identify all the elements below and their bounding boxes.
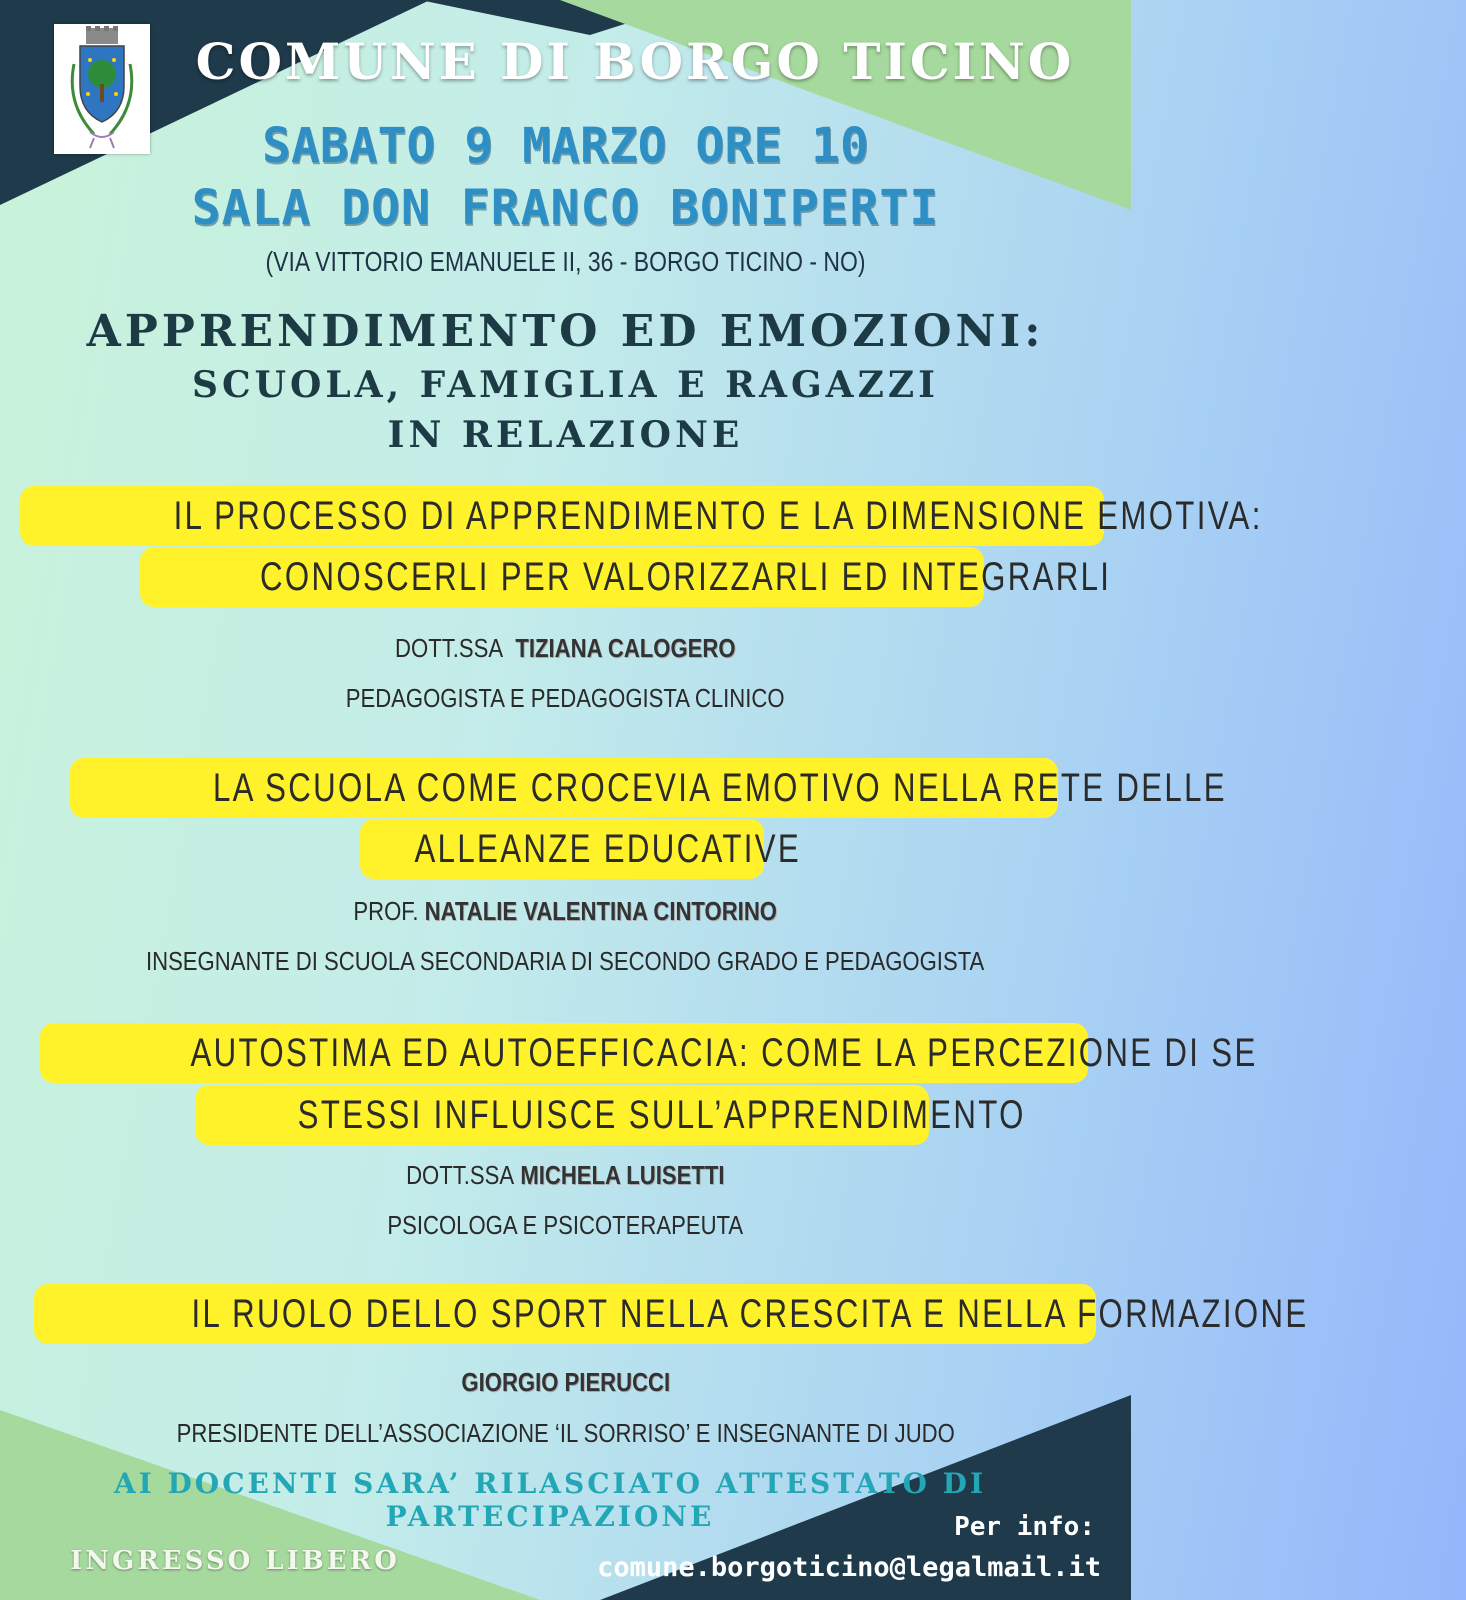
talk-3-title-line-1: AUTOSTIMA ED AUTOEFFICACIA: COME LA PERCEZIONE DI SE <box>40 1023 1088 1083</box>
talk-1-speaker-prefix: DOTT.SSA <box>395 633 504 663</box>
certificate-note-line-1: AI DOCENTI SARA’ RILASCIATO ATTESTATO DI <box>113 1467 987 1500</box>
talk-2-speaker-role: INSEGNANTE DI SCUOLA SECONDARIA DI SECONDO GRADO E PEDAGOGISTA <box>146 946 985 976</box>
talk-2-title-line-1: LA SCUOLA COME CROCEVIA EMOTIVO NELLA RETE DELLE <box>70 758 1058 818</box>
talk-1-speaker-name: TIZIANA CALOGERO <box>515 633 736 663</box>
talk-2-speaker-prefix: PROF. <box>353 896 419 926</box>
talk-3-speaker <box>0 1160 1131 1191</box>
talk-3-title-line-2: STESSI INFLUISCE SULL’APPRENDIMENTO <box>195 1085 929 1145</box>
certificate-note-line-2: PARTECIPAZIONE <box>385 1500 715 1533</box>
info-label: Per info: <box>954 1512 1095 1542</box>
event-title-line-1: APPRENDIMENTO ED EMOZIONI: <box>86 306 1045 357</box>
event-venue: SALA DON FRANCO BONIPERTI <box>191 180 940 236</box>
talk-3-speaker-prefix: DOTT.SSA <box>406 1160 515 1190</box>
event-title-line-2: SCUOLA, FAMIGLIA E RAGAZZI <box>191 364 940 406</box>
event-title-line-3: IN RELAZIONE <box>387 414 744 456</box>
crest-crown <box>86 26 118 44</box>
venue-address: (VIA VITTORIO EMANUELE II, 36 - BORGO TICINO - NO) <box>265 246 866 277</box>
talk-2-speaker <box>0 896 1131 927</box>
free-entry-label: INGRESSO LIBERO <box>70 1546 400 1576</box>
talk-4-speaker <box>0 1367 1131 1398</box>
event-date-time: SABATO 9 MARZO ORE 10 <box>262 118 869 174</box>
talk-4-title-line-1: IL RUOLO DELLO SPORT NELLA CRESCITA E NELLA FORMAZIONE <box>34 1284 1096 1344</box>
talk-3-speaker-role: PSICOLOGA E PSICOTERAPEUTA <box>387 1210 744 1240</box>
talk-1-speaker <box>0 633 1131 664</box>
contact-email-link[interactable]: comune.borgoticino@legalmail.it <box>597 1552 1101 1583</box>
talk-2-speaker-name: NATALIE VALENTINA CINTORINO <box>424 896 778 926</box>
talk-4-speaker-name: GIORGIO PIERUCCI <box>461 1367 670 1397</box>
talk-2-title-line-2: ALLEANZE EDUCATIVE <box>360 819 764 879</box>
municipality-title: COMUNE DI BORGO TICINO <box>195 32 1075 91</box>
talk-1-speaker-role: PEDAGOGISTA E PEDAGOGISTA CLINICO <box>346 683 785 713</box>
talk-3-speaker-name: MICHELA LUISETTI <box>520 1160 725 1190</box>
talk-4-speaker-role: PRESIDENTE DELL’ASSOCIAZIONE ‘IL SORRISO’ E INSEGNANTE DI JUDO <box>176 1418 955 1448</box>
talk-1-title-line-1: IL PROCESSO DI APPRENDIMENTO E LA DIMENSIONE EMOTIVA: <box>20 486 1104 546</box>
talk-1-title-line-2: CONOSCERLI PER VALORIZZARLI ED INTEGRARLI <box>140 547 984 607</box>
